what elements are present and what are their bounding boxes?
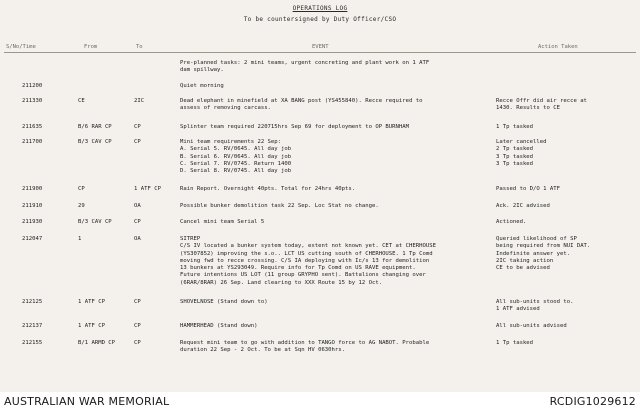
entry-action: Later cancelled 2 Tp tasked 3 Tp tasked 3 Tp tasked xyxy=(496,139,547,167)
column-header-event: EVENT xyxy=(312,44,329,50)
entry-to: CP xyxy=(134,139,141,145)
page-subtitle: To be countersigned by Duty Officer/CSO xyxy=(243,16,397,23)
entry-event: SITREP C/S IV located a bunker system today, extent not known yet. CET at CHERHOUSE (YS307852) improving the s.o.. LCT US cutting south of CHERHOUSE. 1 Tp Comd moving fwd to recce crossing. C/S IA deploying with Ic/s 13 for demolition 13 bunkers at YS293049. Require info for Tp Comd on US RAVE equipment. Future intentions US LOT (11 group GRYPHO sent). Battalions changing over (6RAR/8RAR) 26 Sep. Land clearing to XXX Route 15 by 12 Oct. xyxy=(180,236,436,286)
entry-action: All sub-units stood to. 1 ATF advised xyxy=(496,299,574,313)
archive-footer xyxy=(0,392,640,411)
entry-time: 211200 xyxy=(22,83,43,89)
entry-to: CP xyxy=(134,299,141,305)
entry-to: OA xyxy=(134,203,141,209)
entry-time: 211900 xyxy=(22,186,43,192)
entry-to: CP xyxy=(134,124,141,130)
header-rule xyxy=(4,52,636,53)
entry-event: Mini team requirements 22 Sep: A. Serial 5. RV/0645. All day job B. Serial 6. RV/0645. All day job C. Serial 7. RV/0745. Return 1400 D. Serial 8. RV/0745. All day job xyxy=(180,139,292,175)
entry-action: 1 Tp tasked xyxy=(496,340,534,346)
entry-event: Request mini team to go with addition to TANGO force to AG NABOT. Probable duration 22 Sep - 2 Oct. To be at Sqn HV 0630hrs. xyxy=(180,340,430,354)
entry-time: 211700 xyxy=(22,139,43,145)
entry-event: Cancel mini team Serial 5 xyxy=(180,219,265,225)
entry-time: 212137 xyxy=(22,323,43,329)
entry-action: 1 Tp tasked xyxy=(496,124,534,130)
entry-event: HAMMERHEAD (Stand down) xyxy=(180,323,258,329)
entry-action: All sub-units advised xyxy=(496,323,567,329)
page-title: OPERATIONS LOG xyxy=(292,5,348,12)
entry-event: SHOVELNOSE (Stand down to) xyxy=(180,299,268,305)
entry-to: CP xyxy=(134,323,141,329)
entry-event: Quiet morning xyxy=(180,83,224,89)
entry-from: B/3 CAV CP xyxy=(78,139,112,145)
entry-time: 211910 xyxy=(22,203,43,209)
entry-from: 29 xyxy=(78,203,85,209)
column-header-from: From xyxy=(84,44,98,50)
entry-from: 1 ATF CP xyxy=(78,323,105,329)
document-reference: RCDIG1029612 xyxy=(549,395,636,408)
entry-time: 211930 xyxy=(22,219,43,225)
column-header-to: To xyxy=(136,44,143,50)
entry-from: B/6 RAR CP xyxy=(78,124,112,130)
entry-to: CP xyxy=(134,219,141,225)
entry-to: CP xyxy=(134,340,141,346)
entry-action: Actioned. xyxy=(496,219,527,225)
entry-action: Ack. 2IC advised xyxy=(496,203,550,209)
entry-time: 211330 xyxy=(22,98,43,104)
entry-from: 1 xyxy=(78,236,82,242)
entry-from: CE xyxy=(78,98,85,104)
entry-action: Recce Offr did air recce at 1430. Results to CE xyxy=(496,98,587,112)
entry-time: 212047 xyxy=(22,236,43,242)
entry-action: Passed to D/O 1 ATF xyxy=(496,186,560,192)
column-header-serial-time: S/No/Time xyxy=(6,44,36,50)
entry-time: 212155 xyxy=(22,340,43,346)
entry-action: Queried likelihood of SP being required from NUI DAT. Indefinite answer yet. 2IC taking action CE to be advised xyxy=(496,236,591,272)
entry-event: Dead elephant in minefield at XA BANG post (YS455840). Recce required to assess of removing carcass. xyxy=(180,98,423,112)
entry-from: 1 ATF CP xyxy=(78,299,105,305)
entry-to: 1 ATF CP xyxy=(134,186,161,192)
entry-time: 212125 xyxy=(22,299,43,305)
entry-to: 2IC xyxy=(134,98,145,104)
entry-event: Pre-planned tasks: 2 mini teams, urgent concreting and plant work on 1 ATF dam spillway. xyxy=(180,60,430,74)
entry-time: 211635 xyxy=(22,124,43,130)
entry-event: Splinter team required 220715hrs Sep 69 for deployment to OP BURNHAM xyxy=(180,124,410,130)
entry-from: B/3 CAV CP xyxy=(78,219,112,225)
entry-from: B/1 ARMD CP xyxy=(78,340,116,346)
entry-event: Possible bunker demolition task 22 Sep. Loc Stat no change. xyxy=(180,203,379,209)
institution-label: AUSTRALIAN WAR MEMORIAL xyxy=(4,395,170,408)
entry-event: Rain Report. Overnight 40pts. Total for 24hrs 40pts. xyxy=(180,186,356,192)
entry-from: CP xyxy=(78,186,85,192)
column-header-action: Action Taken xyxy=(538,44,578,50)
entry-to: OA xyxy=(134,236,141,242)
